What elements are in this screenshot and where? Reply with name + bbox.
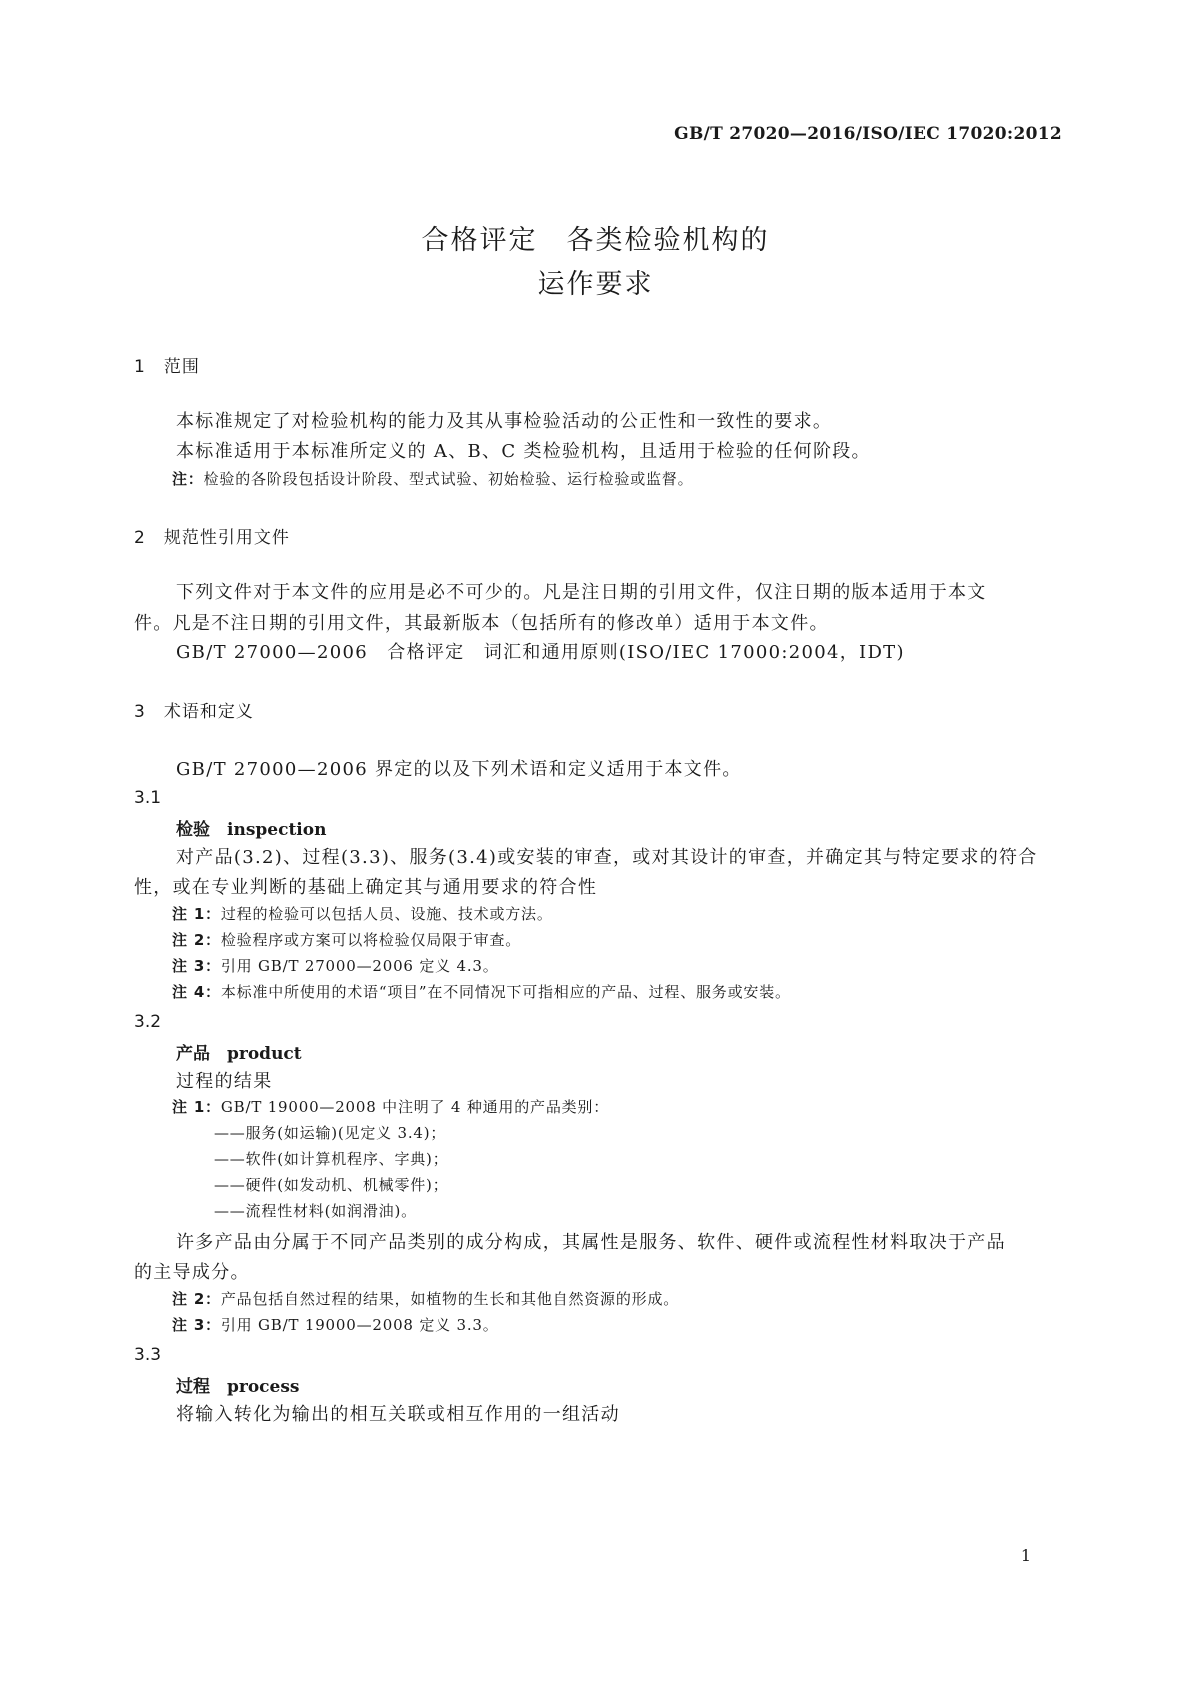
term-en: product (227, 1044, 302, 1064)
term-3-1-note-4 (172, 981, 791, 1002)
term-3-2-list-item-3: ——硬件(如发动机、机械零件)； (214, 1176, 449, 1194)
section-1-paragraph-1: 本标准规定了对检验机构的能力及其从事检验活动的公正性和一致性的要求。 (176, 411, 833, 432)
section-2-heading: 2 规范性引用文件 (134, 528, 290, 548)
note-label: 注 2： (172, 1290, 221, 1308)
note-label: 注： (172, 470, 204, 488)
term-3-2-definition: 过程的结果 (176, 1071, 273, 1092)
term-3-2-number: 3.2 (134, 1012, 162, 1032)
note-label: 注 3： (172, 1316, 221, 1334)
term-zh: 产品 (176, 1044, 210, 1064)
page-number: 1 (1020, 1546, 1031, 1565)
document-title-line2: 运作要求 (537, 269, 654, 300)
term-3-2-note-1 (172, 1096, 609, 1117)
term-3-1-note-3 (172, 955, 499, 976)
term-3-1-definition-line1: 对产品(3.2)、过程(3.3)、服务(3.4)或安装的审查，或对其设计的审查，并确定其与特定要求的符合 (176, 847, 1038, 868)
section-1-note (172, 468, 693, 489)
note-label: 注 1： (172, 905, 221, 923)
standard-code-header: GB/T 27020—2016/ISO/IEC 17020:2012 (674, 124, 1062, 144)
term-3-3-definition: 将输入转化为输出的相互关联或相互作用的一组活动 (176, 1404, 620, 1425)
term-3-2-heading (176, 1039, 302, 1064)
term-3-2-paragraph-line1: 许多产品由分属于不同产品类别的成分构成，其属性是服务、软件、硬件或流程性材料取决于产品 (176, 1232, 1006, 1253)
term-3-2-list-item-1: ——服务(如运输)(见定义 3.4)； (214, 1124, 447, 1142)
term-3-2-list-item-4: ——流程性材料(如润滑油)。 (214, 1202, 417, 1220)
term-zh: 过程 (176, 1377, 210, 1397)
section-1-paragraph-2: 本标准适用于本标准所定义的 A、B、C 类检验机构，且适用于检验的任何阶段。 (176, 441, 871, 462)
note-label: 注 3： (172, 957, 221, 975)
term-zh: 检验 (176, 820, 210, 840)
note-text: 引用 GB/T 19000—2008 定义 3.3。 (220, 1316, 499, 1334)
section-1-heading: 1 范围 (134, 357, 200, 377)
term-3-1-definition-line2: 性，或在专业判断的基础上确定其与通用要求的符合性 (134, 877, 598, 898)
term-3-2-note-2 (172, 1288, 679, 1309)
term-en: process (227, 1377, 300, 1397)
note-text: 检验的各阶段包括设计阶段、型式试验、初始检验、运行检验或监督。 (203, 470, 694, 488)
note-text: 引用 GB/T 27000—2006 定义 4.3。 (220, 957, 499, 975)
section-3-intro: GB/T 27000—2006 界定的以及下列术语和定义适用于本文件。 (176, 759, 742, 780)
section-2-reference: GB/T 27000—2006 合格评定 词汇和通用原则(ISO/IEC 17000:2004，IDT) (176, 642, 905, 663)
term-en: inspection (227, 820, 327, 840)
document-title-line1: 合格评定 各类检验机构的 (421, 225, 770, 256)
note-text: 本标准中所使用的术语“项目”在不同情况下可指相应的产品、过程、服务或安装。 (220, 983, 791, 1001)
section-2-paragraph-line1: 下列文件对于本文件的应用是必不可少的。凡是注日期的引用文件，仅注日期的版本适用于本文 (176, 582, 987, 603)
term-3-1-number: 3.1 (134, 788, 162, 808)
note-label: 注 4： (172, 983, 221, 1001)
note-label: 注 1： (172, 1098, 221, 1116)
term-3-1-note-2 (172, 929, 521, 950)
term-3-1-heading (176, 815, 326, 840)
section-3-heading: 3 术语和定义 (134, 702, 254, 722)
section-2-paragraph-line2: 件。凡是不注日期的引用文件，其最新版本（包括所有的修改单）适用于本文件。 (134, 613, 829, 634)
term-3-2-paragraph-line2: 的主导成分。 (134, 1262, 250, 1283)
note-text: GB/T 19000—2008 中注明了 4 种通用的产品类别： (220, 1098, 610, 1116)
term-3-1-note-1 (172, 903, 553, 924)
term-3-2-note-3 (172, 1314, 499, 1335)
note-text: 检验程序或方案可以将检验仅局限于审查。 (220, 931, 522, 949)
term-3-3-heading (176, 1372, 300, 1397)
term-3-2-list-item-2: ——软件(如计算机程序、字典)； (214, 1150, 449, 1168)
term-3-3-number: 3.3 (134, 1345, 162, 1365)
note-text: 产品包括自然过程的结果，如植物的生长和其他自然资源的形成。 (220, 1290, 680, 1308)
note-text: 过程的检验可以包括人员、设施、技术或方法。 (220, 905, 553, 923)
note-label: 注 2： (172, 931, 221, 949)
